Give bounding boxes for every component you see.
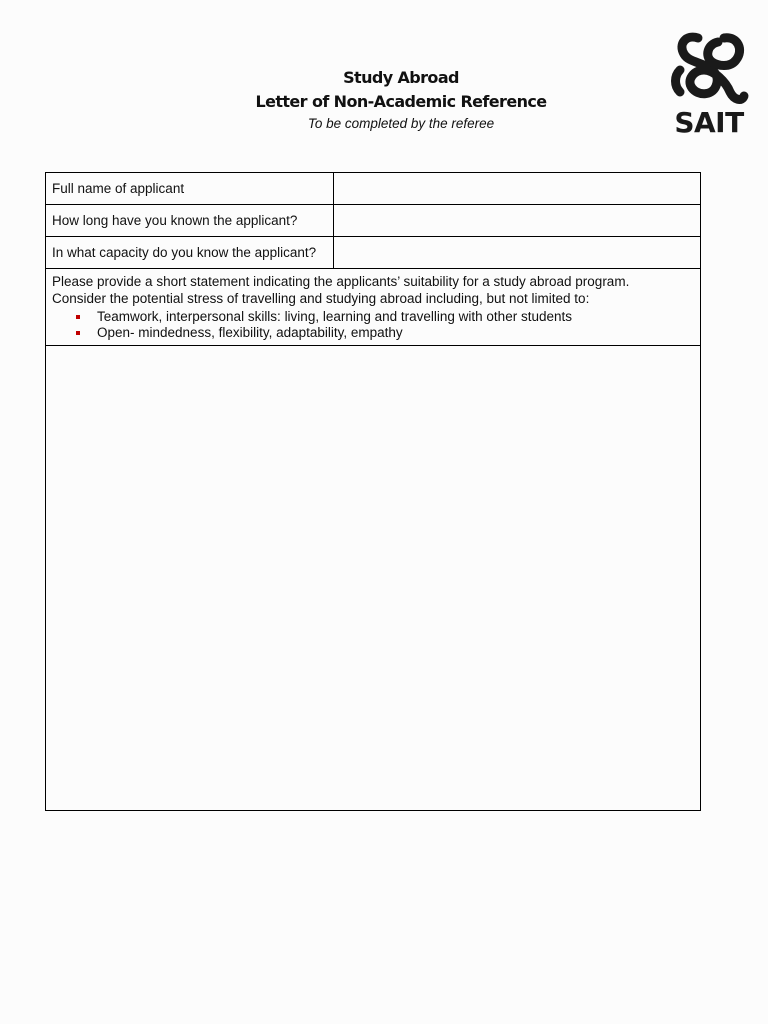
form-row-answer [46,346,701,811]
list-item [52,309,694,325]
bullet-text-open-mindedness: Open- mindedness, flexibility, adaptability, empathy [97,325,403,340]
square-bullet-icon [76,331,80,335]
statement-instruction-line2: Consider the potential stress of travelling and studying abroad including, but not limited to: [52,291,590,306]
sait-knot-logo-icon [668,30,750,108]
statement-instructions [46,269,701,346]
statement-bullet-list [52,309,694,341]
document-title-line2: Letter of Non-Academic Reference [255,92,547,111]
form-row-full-name [46,173,701,205]
square-bullet-icon [76,315,80,319]
known-duration-field[interactable] [334,205,701,237]
statement-instruction-line1: Please provide a short statement indicating the applicants’ suitability for a study abroad program. [52,274,630,289]
capacity-label: In what capacity do you know the applicant? [46,237,334,269]
document-title-line1: Study Abroad [343,68,459,87]
document-subtitle: To be completed by the referee [307,116,495,131]
statement-answer-area[interactable] [46,346,701,811]
sait-logo [668,30,750,140]
form-row-statement-instructions [46,269,701,346]
list-item [52,325,694,341]
full-name-label: Full name of applicant [46,173,334,205]
form-row-known-duration [46,205,701,237]
form-row-capacity [46,237,701,269]
sait-logo-text: SAIT [674,106,744,139]
document-heading [0,66,768,133]
bullet-text-teamwork: Teamwork, interpersonal skills: living, learning and travelling with other students [97,309,572,324]
reference-form-table [45,172,701,811]
known-duration-label: How long have you known the applicant? [46,205,334,237]
capacity-field[interactable] [334,237,701,269]
full-name-field[interactable] [334,173,701,205]
